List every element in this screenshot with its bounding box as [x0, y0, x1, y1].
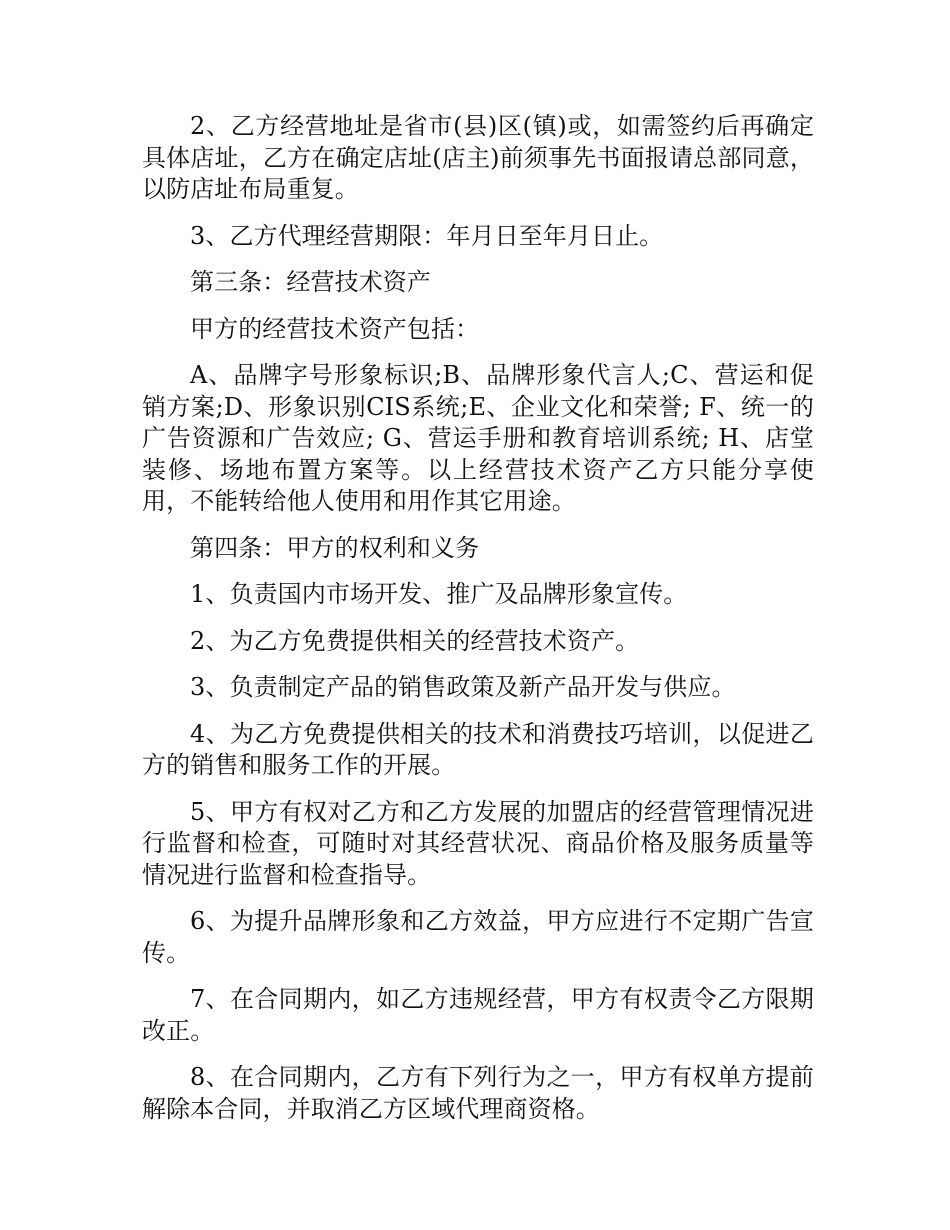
section-heading: 第三条：经营技术资产: [190, 268, 431, 296]
clause-paragraph: 5、甲方有权对乙方和乙方发展的加盟店的经营管理情况进行监督和检查，可随时对其经营状况、商品价格及服务质量等情况进行监督和检查指导。: [142, 797, 814, 889]
clause-paragraph: 3、乙方代理经营期限：年月日至年月日止。: [190, 221, 664, 250]
section-heading: 第四条：甲方的权利和义务: [190, 533, 480, 562]
document-body: [142, 111, 814, 1140]
clause-paragraph: 2、为乙方免费提供相关的经营技术资产。: [190, 626, 640, 655]
clause-paragraph: 1、负责国内市场开发、推广及品牌形象宣传。: [190, 580, 688, 608]
clause-paragraph: A、品牌字号形象标识;B、品牌形象代言人;C、营运和促销方案;D、形象识别CIS系统;E、企业文化和荣誉; F、统一的广告资源和广告效应; G、营运手册和教育培训系统; H、店堂装修、场地布置方案等。以上经营技术资产乙方只能分享使用，不能转给他人使用和用作其它用途。: [142, 361, 814, 515]
clause-paragraph: 8、在合同期内，乙方有下列行为之一，甲方有权单方提前解除本合同，并取消乙方区域代理商资格。: [142, 1063, 814, 1123]
clause-paragraph: 4、为乙方免费提供相关的技术和消费技巧培训，以促进乙方的销售和服务工作的开展。: [142, 719, 814, 779]
clause-paragraph: 甲方的经营技术资产包括：: [190, 314, 480, 343]
clause-paragraph: 7、在合同期内，如乙方违规经营，甲方有权责令乙方限期改正。: [142, 985, 814, 1045]
clause-paragraph: 6、为提升品牌形象和乙方效益，甲方应进行不定期广告宣传。: [142, 907, 814, 967]
clause-paragraph: 3、负责制定产品的销售政策及新产品开发与供应。: [190, 673, 736, 701]
clause-paragraph: 2、乙方经营地址是省市(县)区(镇)或，如需签约后再确定具体店址，乙方在确定店址(店主)前须事先书面报请总部同意，以防店址布局重复。: [142, 112, 814, 203]
